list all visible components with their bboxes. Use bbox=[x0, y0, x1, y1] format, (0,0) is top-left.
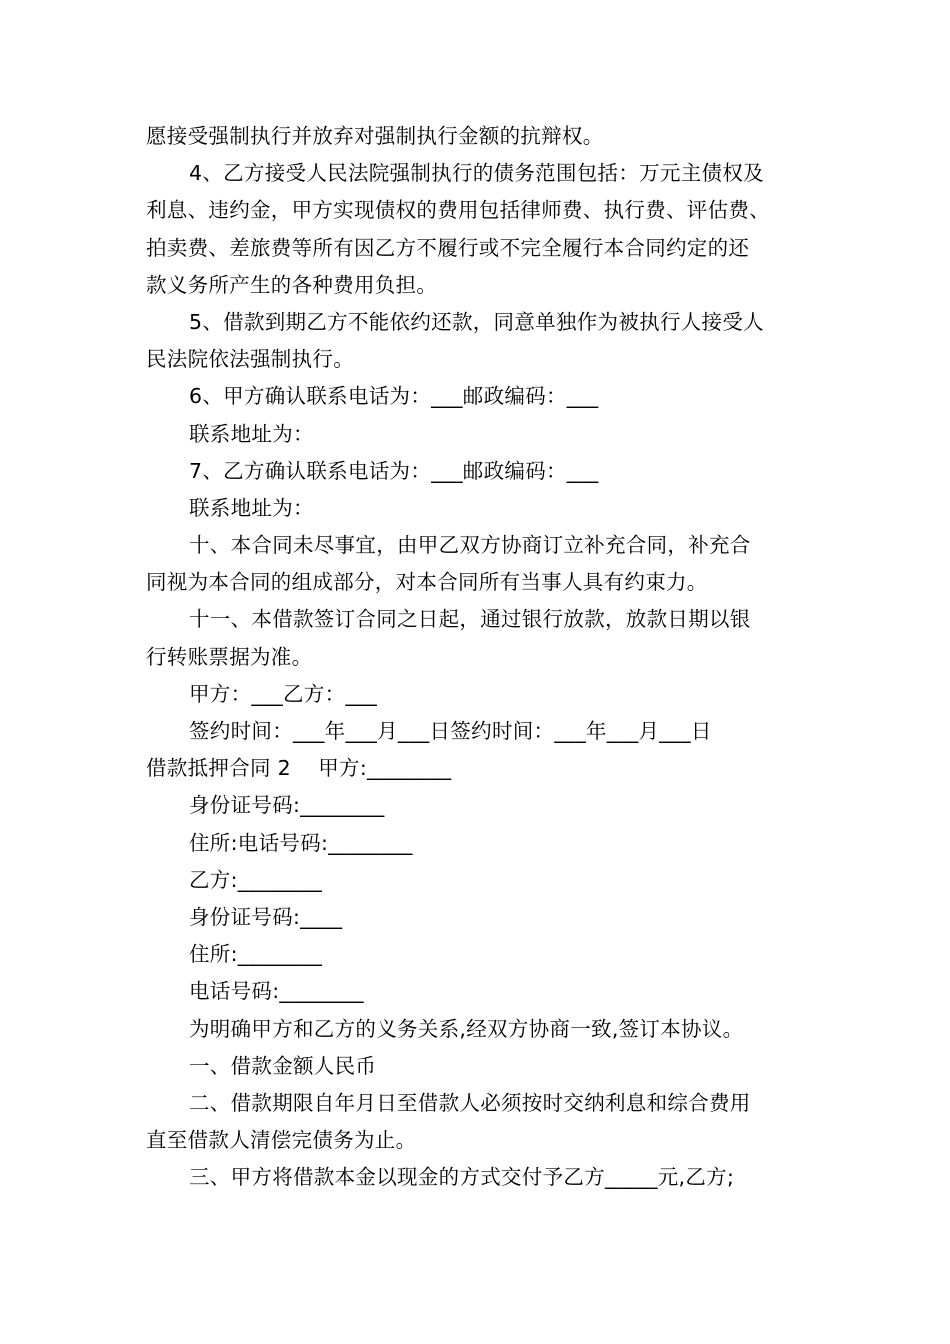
text-line: 5、借款到期乙方不能依约还款，同意单独作为被执行人接受人 bbox=[189, 309, 764, 334]
text-line: 行转账票据为准。 bbox=[146, 644, 313, 669]
document-body bbox=[146, 118, 826, 1196]
text-line: 十、本合同未尽事宜，由甲乙双方协商订立补充合同，补充合 bbox=[189, 533, 751, 558]
text-line: 电话号码:________ bbox=[189, 979, 364, 1004]
text-line: 乙方:________ bbox=[189, 867, 323, 892]
text-line: 为明确甲方和乙方的义务关系,经双方协商一致,签订本协议。 bbox=[189, 1016, 744, 1041]
text-line: 住所:电话号码:________ bbox=[189, 830, 413, 855]
text-line: 7、乙方确认联系电话为：___邮政编码：___ bbox=[189, 458, 599, 483]
text-line: 签约时间：___年___月___日签约时间：___年___月___日 bbox=[189, 719, 712, 743]
text-line: 愿接受强制执行并放弃对强制执行金额的抗辩权。 bbox=[146, 124, 604, 148]
text-line: 直至借款人清偿完债务为止。 bbox=[146, 1128, 417, 1153]
text-line: 民法院依法强制执行。 bbox=[146, 347, 354, 372]
text-line: 一、借款金额人民币 bbox=[189, 1053, 377, 1078]
text-line: 三、甲方将借款本金以现金的方式交付予乙方_____元,乙方; bbox=[189, 1165, 735, 1190]
text-line: 4、乙方接受人民法院强制执行的债务范围包括：万元主债权及 bbox=[189, 161, 764, 186]
text-line: 身份证号码:________ bbox=[189, 793, 385, 818]
text-line: 身份证号码:____ bbox=[189, 904, 343, 929]
text-line: 联系地址为： bbox=[189, 421, 314, 446]
text-line: 借款抵押合同 2 甲方:________ bbox=[146, 756, 452, 781]
text-line: 二、借款期限自年月日至借款人必须按时交纳利息和综合费用 bbox=[189, 1090, 751, 1115]
text-line: 同视为本合同的组成部分，对本合同所有当事人具有约束力。 bbox=[146, 570, 708, 595]
text-line: 6、甲方确认联系电话为：___邮政编码：___ bbox=[189, 384, 599, 409]
text-line: 拍卖费、差旅费等所有因乙方不履行或不完全履行本合同约定的还 bbox=[146, 235, 750, 260]
text-line: 住所:________ bbox=[189, 942, 323, 967]
text-line: 款义务所产生的各种费用负担。 bbox=[146, 272, 438, 297]
text-line: 利息、违约金，甲方实现债权的费用包括律师费、执行费、评估费、 bbox=[146, 198, 770, 223]
text-line: 联系地址为： bbox=[189, 495, 314, 520]
text-line: 十一、本借款签订合同之日起，通过银行放款，放款日期以银 bbox=[189, 607, 751, 632]
text-line: 甲方：___乙方：___ bbox=[189, 681, 378, 706]
